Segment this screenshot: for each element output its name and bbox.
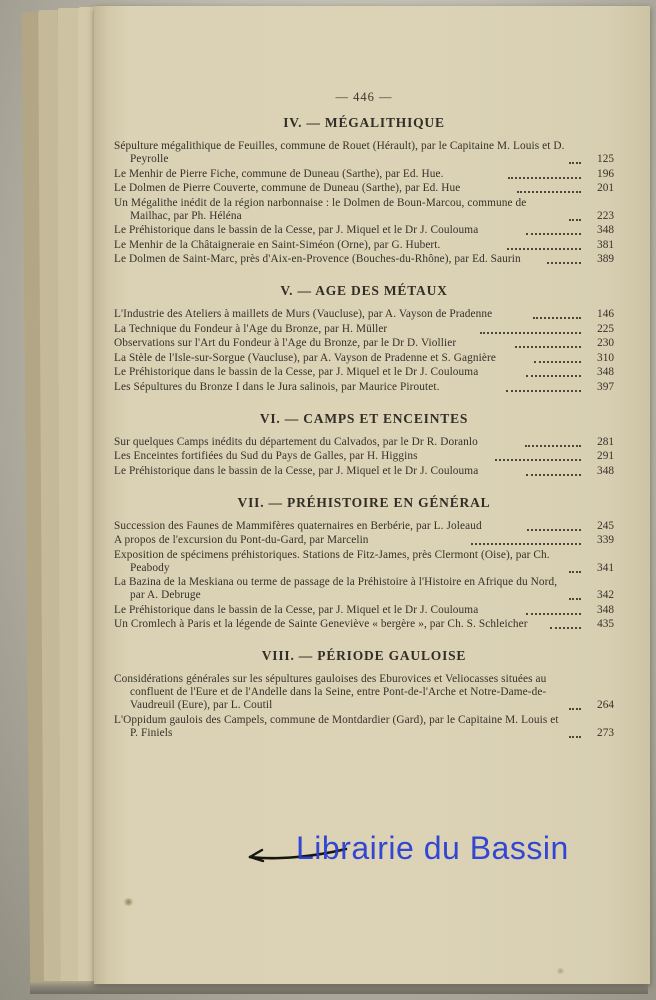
toc-entry-page: 146 <box>597 308 614 320</box>
toc-entry <box>114 168 614 181</box>
toc-entry-page: 310 <box>597 351 614 364</box>
toc-entry <box>114 352 614 365</box>
toc-entry <box>114 604 614 617</box>
dot-leader <box>526 375 581 377</box>
toc-entry-page: 273 <box>597 726 614 739</box>
dot-leader <box>527 529 581 531</box>
section-heading: VI. — CAMPS ET ENCEINTES <box>259 410 469 426</box>
toc-entry-page: 339 <box>597 534 614 546</box>
toc-entry-text: Exposition de spécimens préhistoriques. Stations de Fitz-James, près Clermont (Oise), par Ch. Peabody <box>114 548 550 574</box>
dot-leader <box>495 459 581 461</box>
dot-leader <box>569 571 581 573</box>
toc-entry-text: Le Préhistorique dans le bassin de la Cesse, par J. Miquel et le Dr J. Coulouma <box>114 464 479 477</box>
toc-entry <box>114 450 614 463</box>
watermark: Librairie du Bassin <box>296 830 569 866</box>
dot-leader <box>525 445 581 447</box>
toc-entry-text: Sépulture mégalithique de Feuilles, commune de Rouet (Hérault), par le Capitaine M. Louis et D. Peyrolle <box>114 140 565 165</box>
toc-entry-page: 125 <box>597 153 614 165</box>
dot-leader <box>480 332 581 334</box>
toc-section <box>114 648 614 740</box>
toc-entry-text: La Bazina de la Meskiana ou terme de passage de la Préhistoire à l'Histoire en Afrique du Nord, par A. Debruge <box>114 576 558 601</box>
dot-leader <box>517 191 581 193</box>
toc-entry <box>114 140 614 166</box>
dot-leader <box>569 708 581 710</box>
toc-entry-page: 223 <box>597 209 614 222</box>
toc-entry-text: Considérations générales sur les sépultures gauloises des Eburovices et Veliocasses situées au confluent de l'Eure et de l'Andelle dans la Seine, entre Pont-de-l'Arche et Notre-Dame-de-Vaudreuil (Eure), par L. Coutil <box>114 673 547 711</box>
toc-entry-page: 348 <box>597 464 614 477</box>
toc-entry <box>114 366 614 379</box>
toc-entry-text: Le Menhir de la Châtaigneraie en Saint-Siméon (Orne), par G. Hubert. <box>114 238 441 251</box>
dot-leader <box>534 361 581 363</box>
toc-entry-page: 264 <box>597 699 614 711</box>
toc-entry <box>114 224 614 237</box>
toc-entry <box>114 436 614 449</box>
toc-entry <box>114 534 614 547</box>
section-heading: VII. — PRÉHISTOIRE EN GÉNÉRAL <box>237 494 491 510</box>
dot-leader <box>569 219 581 221</box>
dot-leader <box>471 543 581 545</box>
toc-entry <box>114 465 614 478</box>
toc-entry <box>114 549 614 575</box>
toc-entry-page: 348 <box>597 224 614 236</box>
dot-leader <box>526 474 581 476</box>
toc-entry-page: 341 <box>597 561 614 574</box>
toc-entry <box>114 253 614 266</box>
toc-entry-page: 291 <box>597 450 614 462</box>
toc-entry <box>114 197 614 223</box>
toc-section <box>114 411 614 478</box>
toc-entry-text: A propos de l'excursion du Pont-du-Gard, par Marcelin <box>114 534 369 546</box>
toc-entry-text: Le Préhistorique dans le bassin de la Cesse, par J. Miquel et le Dr J. Coulouma <box>114 603 479 616</box>
toc-entry-text: Le Dolmen de Saint-Marc, près d'Aix-en-Provence (Bouches-du-Rhône), par Ed. Saurin <box>114 253 521 265</box>
toc-entry-text: Les Sépultures du Bronze I dans le Jura salinois, par Maurice Piroutet. <box>114 380 440 393</box>
paper-stain <box>556 968 565 974</box>
toc-entry-text: Un Mégalithe inédit de la région narbonnaise : le Dolmen de Boun-Marcou, commune de Mailhac, par Ph. Héléna <box>114 196 527 222</box>
dot-leader <box>515 346 581 348</box>
dot-leader <box>508 177 581 179</box>
toc-entry-text: Le Préhistorique dans le bassin de la Cesse, par J. Miquel et le Dr J. Coulouma <box>114 366 479 378</box>
toc-entry-page: 348 <box>597 603 614 616</box>
dot-leader <box>507 248 581 250</box>
toc-entry <box>114 576 614 602</box>
toc-entry <box>114 323 614 336</box>
dot-leader <box>547 262 581 264</box>
dot-leader <box>569 598 581 600</box>
dot-leader <box>526 233 581 235</box>
toc-entry <box>114 337 614 350</box>
toc-entry-page: 245 <box>597 519 615 532</box>
toc-entry <box>114 308 614 321</box>
dot-leader <box>506 390 581 392</box>
toc-entry <box>114 182 614 195</box>
page-number: — 446 — <box>335 90 393 104</box>
paper-stain <box>123 898 134 906</box>
toc-entry <box>114 520 614 533</box>
section-heading: VIII. — PÉRIODE GAULOISE <box>261 648 467 663</box>
dot-leader <box>533 317 581 319</box>
toc-entry-page: 435 <box>597 618 615 630</box>
toc-entry-page: 281 <box>597 435 615 448</box>
toc-entry-text: Le Dolmen de Pierre Couverte, commune de Duneau (Sarthe), par Ed. Hue <box>114 182 461 194</box>
toc-entry <box>114 673 614 712</box>
toc-entry <box>114 618 614 631</box>
toc-entry-text: L'Industrie des Ateliers à maillets de Murs (Vaucluse), par A. Vayson de Pradenne <box>114 308 493 320</box>
dot-leader <box>526 613 581 615</box>
toc-entry-text: Succession des Faunes de Mammifères quaternaires en Berbérie, par L. Joleaud <box>114 519 482 532</box>
toc-entry-page: 230 <box>597 337 615 349</box>
toc-entry-text: Le Préhistorique dans le bassin de la Cesse, par J. Miquel et le Dr J. Coulouma <box>114 224 479 236</box>
toc-entry-text: Sur quelques Camps inédits du département du Calvados, par le Dr R. Doranlo <box>114 435 478 448</box>
toc-section <box>114 115 614 266</box>
toc-section <box>114 283 614 394</box>
toc-entry-text: Le Menhir de Pierre Fiche, commune de Duneau (Sarthe), par Ed. Hue. <box>114 167 444 180</box>
toc-entry <box>114 714 614 740</box>
toc-section <box>114 495 614 632</box>
dot-leader <box>550 627 581 629</box>
toc-entry-page: 397 <box>597 380 614 393</box>
dot-leader <box>569 736 581 738</box>
toc-entry-page: 381 <box>597 238 614 251</box>
dot-leader <box>569 162 581 164</box>
table-of-contents <box>114 115 614 740</box>
toc-entry <box>114 381 614 394</box>
toc-entry-page: 201 <box>597 182 615 194</box>
toc-entry-page: 348 <box>597 366 614 378</box>
toc-entry-text: Un Cromlech à Paris et la légende de Sainte Geneviève « bergère », par Ch. S. Schleicher <box>114 618 528 630</box>
toc-entry-text: Les Enceintes fortifiées du Sud du Pays de Galles, par H. Higgins <box>114 450 418 462</box>
toc-entry <box>114 239 614 252</box>
toc-entry-page: 225 <box>597 322 615 335</box>
toc-entry-page: 342 <box>597 589 614 601</box>
toc-entry-page: 389 <box>597 253 615 265</box>
toc-entry-text: La Technique du Fondeur à l'Age du Bronze, par H. Müller <box>114 322 388 335</box>
section-heading: IV. — MÉGALITHIQUE <box>283 115 445 130</box>
toc-entry-text: La Stèle de l'Isle-sur-Sorgue (Vaucluse), par A. Vayson de Pradenne et S. Gagnière <box>114 351 496 364</box>
toc-entry-text: Observations sur l'Art du Fondeur à l'Age du Bronze, par le Dr D. Viollier <box>114 337 457 349</box>
section-heading: V. — AGE DES MÉTAUX <box>280 283 448 298</box>
toc-entry-text: L'Oppidum gaulois des Campels, commune de Montdardier (Gard), par le Capitaine M. Louis et P. Finiels <box>114 713 559 739</box>
toc-entry-page: 196 <box>597 167 614 180</box>
